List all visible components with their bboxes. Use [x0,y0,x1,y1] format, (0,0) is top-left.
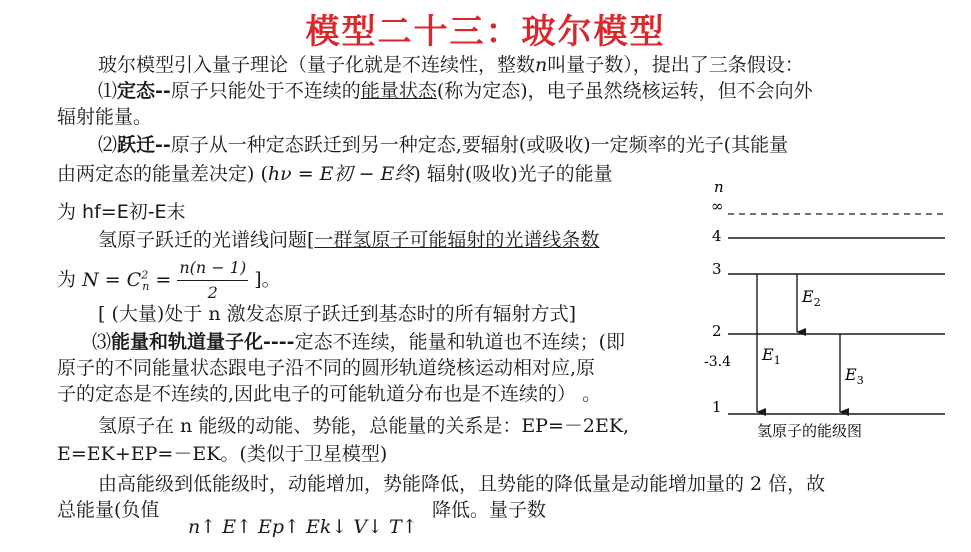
transition-e1-label: $E_1$ [762,345,781,367]
descending-line2a: 总能量(负值 [57,499,160,521]
n-axis-label: n [714,178,724,196]
level-label-2: 2 [712,322,722,340]
trend-formula: n↑ E↑ Ep↑ Ek↓ V↓ T↑ [188,516,418,538]
diagram-caption: 氢原子的能级图 [757,422,863,440]
spectral-lines-line1: 氢原子跃迁的光谱线问题[一群氢原子可能辐射的光谱线条数 [98,229,600,251]
energy-level-diagram [700,178,960,448]
count-formula: $N = C^2_n$ = $\frac{n(n - 1)}{2}$ [82,258,247,302]
spectral-lines-line2: 为 $N = C^2_n$ = $\frac{n(n - 1)}{2}$ ]。 [57,258,281,302]
postulate-2-line2: 由两定态的能量差决定) (hν = E初 − E终) 辐射(吸收)光子的能量 [57,163,613,185]
photon-energy-formula: hν = E初 − E终 [267,163,414,185]
descending-line2b: 降低。量子数 [432,499,547,521]
postulate-1: ⑴定态--原子只能处于不连续的能量状态(称为定态)，电子虽然绕核运转，但不会向外 [98,80,813,102]
postulate-3-line3: 子的定态是不连续的,因此电子的可能轨道分布也是不连续的） 。 [57,383,602,405]
level-2-energy: -3.4 [704,354,731,370]
transition-e2-label: $E_2$ [802,287,821,309]
level-label-inf: ∞ [711,197,724,215]
level-label-3: 3 [712,260,722,278]
transition-e3-label: $E_3$ [845,365,864,387]
descending-line1: 由高能级到低能级时，动能增加，势能降低，且势能的降低量是动能增加量的 2 倍，故 [98,473,826,495]
energy-relation-line1: 氢原子在 n 能级的动能、势能，总能量的关系是：EP=－2EK, [98,415,630,437]
postulate-3-line2: 原子的不同能量状态跟电子沿不同的圆形轨道绕核运动相对应,原 [57,357,596,379]
spectral-lines-note: [ (大量)处于 n 激发态原子跃迁到基态时的所有辐射方式] [98,303,577,325]
postulate-1-line2: 辐射能量。 [57,106,153,128]
postulate-3: ⑶能量和轨道量子化----定态不连续，能量和轨道也不连续；(即 [92,331,625,353]
page-title: 模型二十三：玻尔模型 [305,12,666,52]
postulate-2: ⑵跃迁--原子从一种定态跃迁到另一种定态,要辐射(或吸收)一定频率的光子(其能量 [98,134,789,156]
level-label-1: 1 [712,398,722,416]
intro-line: 玻尔模型引入量子理论（量子化就是不连续性，整数n叫量子数），提出了三条假设： [98,54,804,76]
postulate-2-line3: 为 hf=E初-E末 [57,201,186,223]
level-label-4: 4 [712,227,722,245]
energy-relation-line2: E=EK+EP=－EK。(类似于卫星模型) [57,443,388,465]
